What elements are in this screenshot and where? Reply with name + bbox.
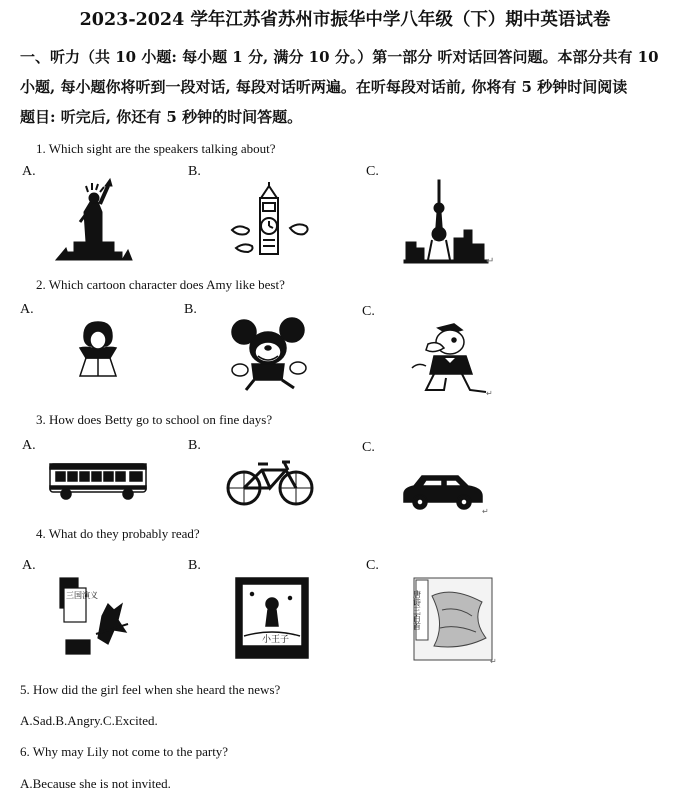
svg-text:↵: ↵ xyxy=(490,657,497,666)
bicycle-icon xyxy=(224,456,316,508)
question-1-option-a[interactable]: A. xyxy=(22,164,36,179)
svg-text:↵: ↵ xyxy=(486,256,495,267)
mickey-mouse-icon xyxy=(222,318,318,394)
question-5-answers[interactable]: A.Sad.B.Angry.C.Excited. xyxy=(20,713,158,728)
svg-text:↵: ↵ xyxy=(486,389,493,398)
question-1-text: 1. Which sight are the speakers talking about? xyxy=(36,141,276,156)
book-sanguo-icon xyxy=(56,574,136,658)
book-little-prince-title: 小王子 xyxy=(262,635,290,645)
page-title: 2023-2024 学年江苏省苏州市振华中学八年级（下）期中英语试卷 xyxy=(79,10,611,30)
question-6-text: 6. Why may Lily not come to the party? xyxy=(20,744,229,759)
question-2-option-b[interactable]: B. xyxy=(184,302,197,317)
statue-of-liberty-icon xyxy=(52,176,134,262)
question-4-option-c[interactable]: C. xyxy=(366,558,379,573)
intro-line-1: 一、听力（共 10 小题: 每小题 1 分, 满分 10 分。）第一部分 听对话回答问题。本部分共有 10 xyxy=(20,48,659,66)
book-sanguo-title: 三国演义 xyxy=(66,591,98,600)
question-5-text: 5. How did the girl feel when she heard the news? xyxy=(20,682,281,697)
book-tang-poems-icon xyxy=(412,576,498,666)
question-1-option-b[interactable]: B. xyxy=(188,164,201,179)
question-3-text: 3. How does Betty go to school on fine days? xyxy=(36,412,273,427)
donald-duck-icon xyxy=(404,322,494,398)
question-4-option-a[interactable]: A. xyxy=(22,558,36,573)
question-4-option-b[interactable]: B. xyxy=(188,558,201,573)
oriental-pearl-tower-icon xyxy=(402,178,495,267)
book-tang-poems-title: 唐诗三百首 xyxy=(412,590,422,630)
question-2-option-c[interactable]: C. xyxy=(362,304,375,319)
svg-text:↵: ↵ xyxy=(482,507,489,516)
big-ben-icon xyxy=(228,180,310,260)
intro-line-2: 小题, 每小题你将听到一段对话, 每段对话听两遍。在听每段对话前, 你将有 5 秒钟时间阅读 xyxy=(20,78,628,96)
question-2-option-a[interactable]: A. xyxy=(20,302,34,317)
question-3-option-a[interactable]: A. xyxy=(22,438,36,453)
intro-line-3: 题目: 听完后, 你还有 5 秒钟的时间答题。 xyxy=(20,108,303,126)
question-3-option-b[interactable]: B. xyxy=(188,438,201,453)
question-2-text: 2. Which cartoon character does Amy like best? xyxy=(36,277,285,292)
car-icon xyxy=(398,472,490,516)
question-4-text: 4. What do they probably read? xyxy=(36,526,200,541)
question-1-option-c[interactable]: C. xyxy=(366,164,379,179)
question-6-answer-a[interactable]: A.Because she is not invited. xyxy=(20,776,171,791)
book-little-prince-icon xyxy=(234,576,310,660)
question-3-option-c[interactable]: C. xyxy=(362,440,375,455)
snow-white-icon xyxy=(70,318,124,380)
bus-icon xyxy=(46,462,150,502)
